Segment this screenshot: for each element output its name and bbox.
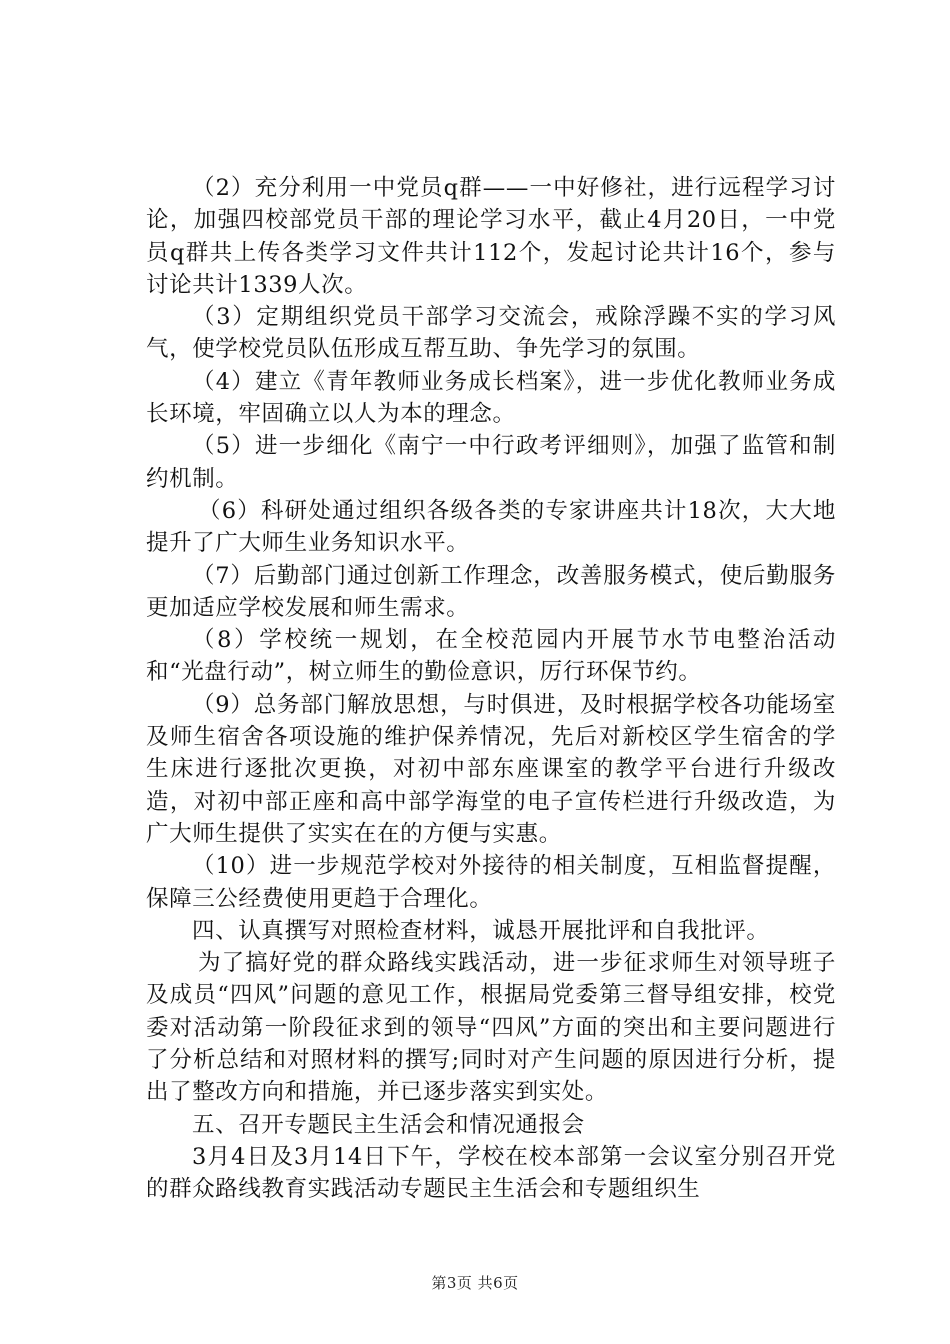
- paragraph-section-five-body: 3月4日及3月14日下午，学校在校本部第一会议室分别召开党的群众路线教育实践活动专题民主生活会和专题组织生: [146, 1143, 836, 1203]
- paragraph-item-7: （7）后勤部门通过创新工作理念，改善服务模式，使后勤服务更加适应学校发展和师生需求。: [146, 562, 836, 621]
- paragraph-item-9: （9）总务部门解放思想，与时俱进，及时根据学校各功能场室及师生宿舍各项设施的维护保养情况，先后对新校区学生宿舍的学生床进行逐批次更换，对初中部东座课室的教学平台进行升级改造，对初中部正座和高中部学海堂的电子宣传栏进行升级改造，为广大师生提供了实实在在的方便与实惠。: [146, 691, 836, 847]
- paragraph-item-3: （3）定期组织党员干部学习交流会，戒除浮躁不实的学习风气，使学校党员队伍形成互帮互助、争先学习的氛围。: [146, 304, 836, 363]
- paragraph-item-6: （6）科研处通过组织各级各类的专家讲座共计18次，大大地提升了广大师生业务知识水平。: [146, 497, 836, 557]
- paragraph-item-2: （2）充分利用一中党员q群——一中好修社，进行远程学习讨论，加强四校部党员干部的理论学习水平，截止4月20日，一中党员q群共上传各类学习文件共计112个，发起讨论共计16个，参与讨论共计1339人次。: [146, 175, 836, 298]
- page-number-footer: 第3页 共6页: [431, 1274, 519, 1292]
- paragraph-item-5: （5）进一步细化《南宁一中行政考评细则》，加强了监管和制约机制。: [146, 433, 836, 492]
- section-heading-four: 四、认真撰写对照检查材料，诚恳开展批评和自我批评。: [192, 917, 770, 944]
- document-body: [146, 172, 836, 1206]
- paragraph-item-10: （10）进一步规范学校对外接待的相关制度，互相监督提醒，保障三公经费使用更趋于合理化。: [146, 853, 836, 912]
- paragraph-item-4: （4）建立《青年教师业务成长档案》，进一步优化教师业务成长环境，牢固确立以人为本的理念。: [146, 368, 836, 428]
- section-heading-five: 五、召开专题民主生活会和情况通报会: [192, 1111, 585, 1138]
- paragraph-section-four-body: 为了搞好党的群众路线实践活动，进一步征求师生对领导班子及成员“四风”问题的意见工作，根据局党委第三督导组安排，校党委对活动第一阶段征求到的领导“四风”方面的突出和主要问题进行了分析总结和对照材料的撰写;同时对产生问题的原因进行分析，提出了整改方向和措施，并已逐步落实到实处。: [146, 950, 836, 1106]
- paragraph-item-8: （8）学校统一规划，在全校范园内开展节水节电整治活动和“光盘行动”，树立师生的勤俭意识，厉行环保节约。: [146, 627, 836, 686]
